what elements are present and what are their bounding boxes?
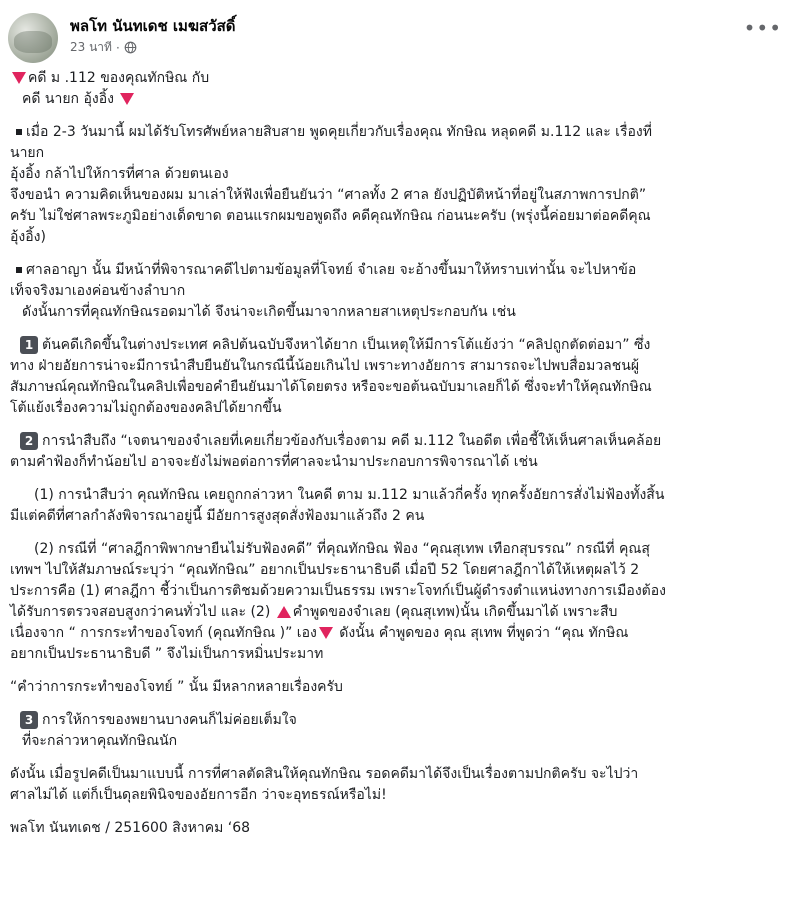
- post-line: ตามคำฟ้องก็ทำน้อยไป อาจจะยังไม่พอต่อการที่ศาลจะนำมาประกอบการพิจารณาได้ เช่น: [10, 454, 538, 470]
- post-line: ดังนั้น คำพูดของ คุณ สุเทพ ที่พูดว่า “คุณ ทักษิณ: [339, 625, 629, 641]
- post-line: ดังนั้นการที่คุณทักษิณรอดมาได้ จึงน่าจะเกิดขึ้นมาจากหลายสาเหตุประกอบกัน เช่น: [22, 304, 516, 320]
- post-line: ดังนั้น เมื่อรูปคดีเป็นมาแบบนี้ การที่ศาลตัดสินให้คุณทักษิณ รอดคดีมาได้จึงเป็นเรื่องตามปกติครับ จะไปว่า: [10, 766, 639, 782]
- post-line: ได้รับการตรวจสอบสูงกว่าคนทั่วไป และ (2): [10, 604, 271, 620]
- red-triangle-down-icon: [12, 72, 26, 84]
- post-line: อยากเป็นประธานาธิบดี ” จึงไม่เป็นการหมิ่นประมาท: [10, 646, 324, 662]
- globe-icon: [124, 41, 137, 54]
- post-line: เท็จจริงมาเองค่อนข้างลำบาก: [10, 283, 186, 299]
- post-line: สัมภาษณ์คุณทักษิณในคลิปเพื่อขอคำยืนยันมาได้โดยตรง หรือจะขอต้นฉบับมาเลยก็ได้ ซึ่งจะทำให้คุณทักษิณ: [10, 379, 652, 395]
- post-line: “คำว่าการกระทำของโจทย์ ” นั้น มีหลากหลายเรื่องครับ: [10, 679, 343, 695]
- post-line: อุ้งอิ้ง กล้าไปให้การที่ศาล ด้วยตนเอง: [10, 166, 229, 182]
- red-triangle-up-icon: [277, 606, 291, 618]
- bullet-square-icon: [16, 267, 22, 273]
- post-line: ศาลไม่ได้ แต่ก็เป็นดุลยพินิจของอัยการอีก ว่าจะอุทธรณ์หรือไม่!: [10, 787, 387, 803]
- post-body: [10, 68, 788, 851]
- post-line: คดี นายก อุ้งอิ้ง: [22, 91, 114, 107]
- red-triangle-down-icon: [120, 93, 134, 105]
- post-line: ประการคือ (1) ศาลฎีกา ชี้ว่าเป็นการติชมด้วยความเป็นธรรม เพราะโจทก์เป็นผู้ดำรงตำแหน่งทางการเมืองต้อง: [10, 583, 667, 599]
- bullet-square-icon: [16, 129, 22, 135]
- post-line: เทพฯ ไปให้สัมภาษณ์ระบุว่า “คุณทักษิณ” อยากเป็นประธานาธิบดี เมื่อปี 52 โดยศาลฎีกาได้ให้เหตุผลไว้ 2: [10, 562, 640, 578]
- post-line: เนื่องจาก “ การกระทำของโจทก์ (คุณทักษิณ )” เอง: [10, 625, 317, 641]
- post-line: การนำสืบถึง “เจตนาของจำเลยที่เคยเกี่ยวข้องกับเรื่องตาม คดี ม.112 ในอดีต เพื่อชี้ให้เห็นศาลเห็นคล้อย: [42, 433, 662, 449]
- number-1-icon: 1: [20, 336, 38, 354]
- post-line: คำพูดของจำเลย (คุณสุเทพ)นั้น เกิดขึ้นมาได้ เพราะสืบ: [292, 604, 618, 620]
- more-options-icon[interactable]: •••: [743, 16, 782, 40]
- post-header: [8, 10, 792, 66]
- post-meta: 23 นาที ·: [70, 38, 137, 57]
- post-line: คดี ม .112 ของคุณทักษิณ กับ: [28, 70, 210, 86]
- red-triangle-down-icon: [319, 627, 333, 639]
- post-line: เมื่อ 2-3 วันมานี้ ผมได้รับโทรศัพย์หลายสิบสาย พูดคุยเกี่ยวกับเรื่องคุณ ทักษิณ หลุดคดี ม.112 และ เรื่องที่: [26, 124, 652, 140]
- post-line: (1) การนำสืบว่า คุณทักษิณ เคยถูกกล่าวหา ในคดี ตาม ม.112 มาแล้วกี่ครั้ง ทุกครั้งอัยการสั่งไม่ฟ้องทั้งสิ้น: [34, 487, 665, 503]
- post-line: ทาง ฝ่ายอัยการน่าจะมีการนำสืบยืนยันในกรณีนี้น้อยเกินไป เพราะทางอัยการ สามารถจะไปพบสื่อมวลชนผู้: [10, 358, 640, 374]
- post-line: ศาลอาญา นั้น มีหน้าที่พิจารณาคดีไปตามข้อมูลที่โจทย์ จำเลย จะอ้างขึ้นมาให้ทราบเท่านั้น จะไปหาข้อ: [26, 262, 637, 278]
- author-name[interactable]: พลโท นันทเดช เมฆสวัสดิ์: [70, 17, 236, 35]
- avatar[interactable]: [8, 13, 58, 63]
- number-3-icon: 3: [20, 711, 38, 729]
- post-line: จึงขอนำ ความคิดเห็นของผม มาเล่าให้ฟังเพื่อยืนยันว่า “ศาลทั้ง 2 ศาล ยังปฏิบัติหน้าที่อยู่ในสภาพการปกติ”: [10, 187, 647, 203]
- post-line: นายก: [10, 145, 45, 161]
- post-line: ที่จะกล่าวหาคุณทักษิณนัก: [22, 733, 178, 749]
- post-line: ต้นคดีเกิดขึ้นในต่างประเทศ คลิปต้นฉบับจึงหาได้ยาก เป็นเหตุให้มีการโต้แย้งว่า “คลิปถูกตัดต่อมา” ซึ่ง: [42, 337, 651, 353]
- post-line: โต้แย้งเรื่องความไม่ถูกต้องของคลิปได้ยากขึ้น: [10, 400, 282, 416]
- post-line: (2) กรณีที่ “ศาลฎีกาพิพากษายืนไม่รับฟ้องคดี” ที่คุณทักษิณ ฟ้อง “คุณสุเทพ เทือกสุบรรณ” กรณีที่ คุณสุ: [34, 541, 650, 557]
- post-line: การให้การของพยานบางคนก็ไม่ค่อยเต็มใจ: [42, 712, 297, 728]
- post-line: มีแต่คดีที่ศาลกำลังพิจารณาอยู่นี้ มีอัยการสูงสุดสั่งฟ้องมาแล้วถึง 2 คน: [10, 508, 425, 524]
- post-signature: พลโท นันทเดช / 251600 สิงหาคม ‘68: [10, 820, 251, 836]
- post-time[interactable]: 23 นาที: [70, 40, 112, 54]
- number-2-icon: 2: [20, 432, 38, 450]
- post-line: อุ้งอิ้ง): [10, 229, 46, 245]
- post-line: ครับ ไม่ใช่ศาลพระภูมิอย่างเด็ดขาด ตอนแรกผมขอพูดถึง คดีคุณทักษิณ ก่อนนะครับ (พรุ่งนี้ค่อยมาต่อคดีคุณ: [10, 208, 651, 224]
